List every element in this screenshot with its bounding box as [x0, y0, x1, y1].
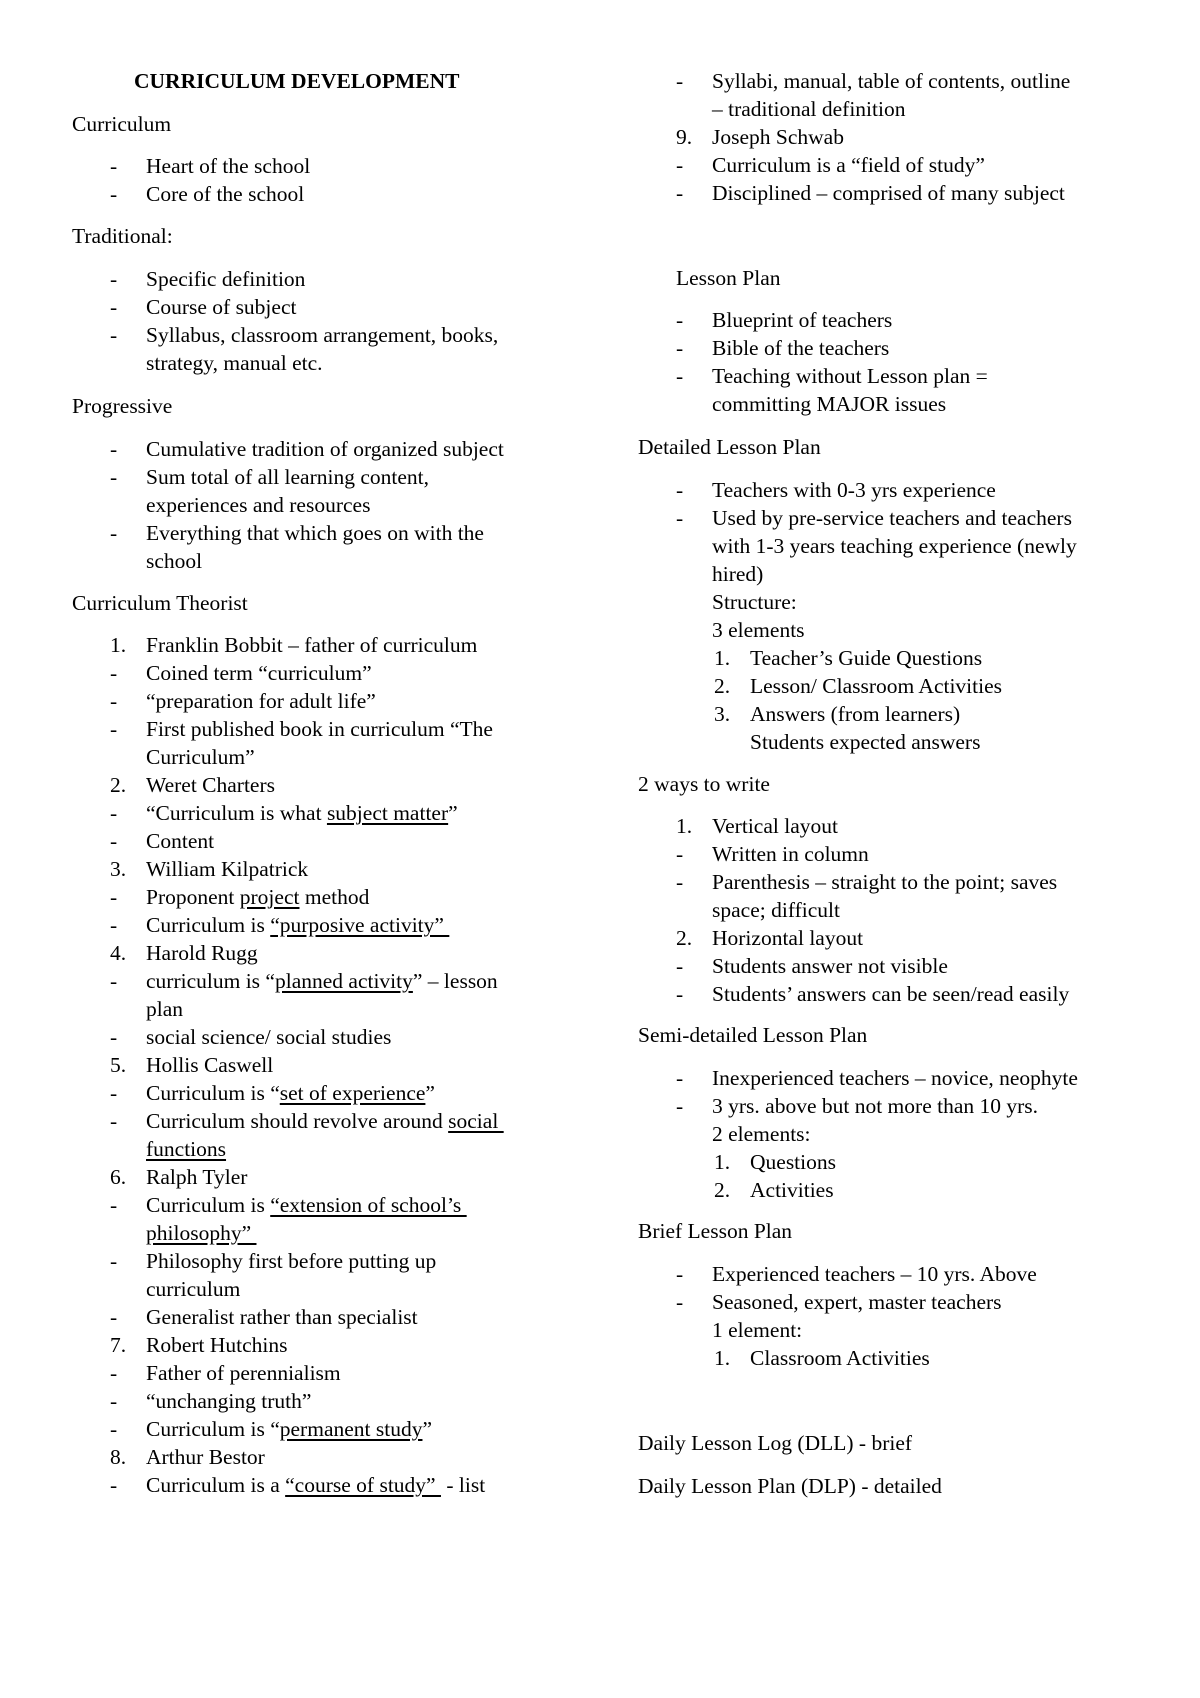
heading-lesson-plan: Lesson Plan [676, 266, 781, 290]
bullet-dash: - [676, 1290, 684, 1314]
bullet-dash: - [110, 969, 118, 993]
heading-progressive: Progressive [72, 394, 173, 418]
bullet-dash: - [110, 465, 118, 489]
bullet-dash: - [676, 69, 684, 93]
bullet-dash: - [676, 1066, 684, 1090]
bullet-dash: - [676, 954, 684, 978]
bullet-dash: - [110, 661, 118, 685]
bullet-dash: - [676, 308, 684, 332]
bullet-dash: - [110, 801, 118, 825]
bullet-dash: - [110, 154, 118, 178]
heading-curriculum: Curriculum [72, 112, 172, 136]
bullet-dash: - [110, 885, 118, 909]
bullet-dash: - [110, 717, 118, 741]
bullet-dash: - [676, 982, 684, 1006]
document-page: CURRICULUM DEVELOPMENT Curriculum - Heart of the school - Core of the school Traditional: - Specific definition - Course of subject - Syllabus, classroom arrangement, books, strategy, manual etc. Progressive - Cumulative tradition of organized subject - Sum total of all learning content, experiences and resources - Everything that which goes on with the school Curriculum Theorist 1. Franklin Bobbit – father of curriculum - Coined term “curriculum” - “preparation for adult life” - First published book in curriculum “The Curriculum” 2. Weret Charters - “Curriculum is what subject matter” - Content 3. William Kilpatrick - Proponent project method - Curriculum is “purposive activity” 4. Harold Rugg - curriculum is “planned activity” – lesson plan - social science/ social studies 5. Hollis Caswell - Curriculum is “set of experience” - Curriculum should revolve around social functions 6. Ralph Tyler - Curriculum is “extension of school’s philosophy” - Philosophy first before putting up curriculum - Generalist rather than specialist 7. Robert Hutchins - Father of perennialism - “unchanging truth” - Curriculum is “permanent study” 8. Arthur Bestor - Curriculum is a “course of study” - list - Syllabi, manual, table of contents, outline – traditional definition 9. Joseph Schwab - Curriculum is a “field of study” - Disciplined – comprised of many subject Lesson Plan - Blueprint of teachers - Bible of the teachers - Teaching without Lesson plan = committing MAJOR issues Detailed Lesson Plan - Teachers with 0-3 yrs experience - Used by pre-service teachers and teachers with 1-3 years teaching experience (newly hired) Structure: 3 elements 1. Teacher’s Guide Questions 2. Lesson/ Classroom Activities 3. Answers (from learners) Students expected answers 2 ways to write 1. Vertical layout - Written in column - Parenthesis – straight to the point; saves space; difficult 2. Horizontal layout - Students answer not visible - Students’ answers can be seen/read easily Semi-detailed Lesson Plan - Inexperienced teachers – novice, neophyte - 3 yrs. above but not more than 10 yrs. 2 elements: 1. Questions 2. Activities Brief Lesson Plan - Experienced teachers – 10 yrs. Above - Seasoned, expert, master teachers 1 element: 1. Classroom Activities Daily Lesson Log (DLL) - brief Daily Lesson Plan (DLP) - detailed [72, 69, 1078, 1498]
bullet-dash: - [110, 829, 118, 853]
bullet-dash: - [110, 1109, 118, 1133]
bullet-dash: - [110, 1361, 118, 1385]
bullet-dash: - [676, 336, 684, 360]
bullet-dash: - [676, 870, 684, 894]
bullet-dash: - [110, 1305, 118, 1329]
bullet-dash: - [676, 842, 684, 866]
bullet-dash: - [110, 182, 118, 206]
bullet-dash: - [110, 1081, 118, 1105]
bullet-dash: - [110, 1249, 118, 1273]
bullet-dash: - [110, 323, 118, 347]
bullet-dash: - [676, 1262, 684, 1286]
bullet-dash: - [676, 506, 684, 530]
bullet-dash: - [110, 1193, 118, 1217]
heading-detailed-lesson-plan: Detailed Lesson Plan [638, 435, 821, 459]
bullet-dash: - [676, 1094, 684, 1118]
bullet-dash: - [110, 1417, 118, 1441]
bullet-dash: - [676, 153, 684, 177]
bullet-dash: - [110, 689, 118, 713]
heading-ways-to-write: 2 ways to write [638, 772, 770, 796]
daily-lesson-plan: Daily Lesson Plan (DLP) - detailed [638, 1474, 942, 1498]
document-title: CURRICULUM DEVELOPMENT [134, 69, 460, 93]
bullet-dash: - [110, 267, 118, 291]
heading-traditional: Traditional: [72, 224, 173, 248]
heading-semi-detailed: Semi-detailed Lesson Plan [638, 1023, 868, 1047]
daily-lesson-log: Daily Lesson Log (DLL) - brief [638, 1431, 913, 1455]
heading-curriculum-theorist: Curriculum Theorist [72, 591, 248, 615]
bullet-dash: - [676, 181, 684, 205]
bullet-dash: - [110, 1389, 118, 1413]
bullet-dash: - [110, 1025, 118, 1049]
heading-brief-lesson-plan: Brief Lesson Plan [638, 1219, 793, 1243]
bullet-dash: - [676, 364, 684, 388]
bullet-dash: - [110, 1473, 118, 1497]
bullet-dash: - [676, 478, 684, 502]
bullet-dash: - [110, 437, 118, 461]
bullet-dash: - [110, 295, 118, 319]
bullet-dash: - [110, 521, 118, 545]
bullet-dash: - [110, 913, 118, 937]
